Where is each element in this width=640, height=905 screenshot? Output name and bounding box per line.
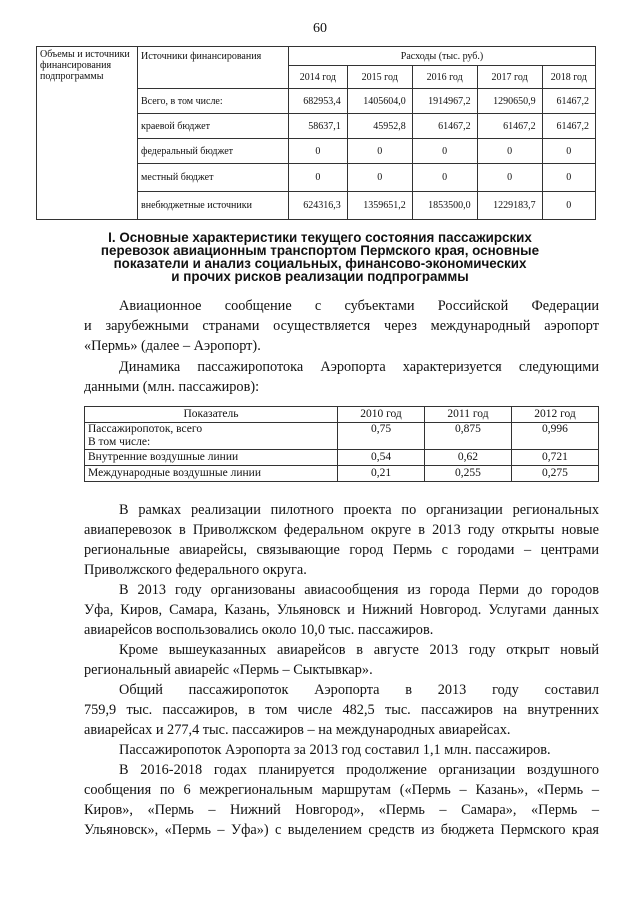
value-cell: 58637,1: [289, 114, 348, 139]
paragraph: [84, 740, 599, 760]
value-cell: 0: [542, 192, 595, 220]
text-line: авиаперевозок в Приволжском федеральном округе в 2013 году открыты новые: [84, 522, 599, 538]
indicator-cell: [85, 423, 338, 450]
value-cell: 61467,2: [542, 89, 595, 114]
text-line: Общий пассажиропоток Аэропорта в 2013 году составил: [119, 682, 599, 698]
paragraph: [84, 680, 599, 740]
source-cell: Всего, в том числе:: [138, 89, 289, 114]
indicator-header: Показатель: [85, 407, 338, 423]
paragraph: [84, 760, 599, 840]
value-cell: 1405604,0: [347, 89, 412, 114]
text-line: «Пермь» (далее – Аэропорт).: [84, 338, 261, 354]
year-header: 2015 год: [347, 66, 412, 89]
year-header: 2016 год: [412, 66, 477, 89]
value-cell: 0,875: [424, 423, 511, 450]
source-cell: местный бюджет: [138, 164, 289, 192]
value-cell: 45952,8: [347, 114, 412, 139]
year-header: 2014 год: [289, 66, 348, 89]
value-cell: 61467,2: [412, 114, 477, 139]
value-cell: 0,275: [511, 466, 598, 482]
source-cell: федеральный бюджет: [138, 139, 289, 164]
year-header: 2011 год: [424, 407, 511, 423]
value-cell: 61467,2: [477, 114, 542, 139]
value-cell: 0,75: [338, 423, 425, 450]
value-cell: 0: [289, 139, 348, 164]
value-cell: 0,721: [511, 450, 598, 466]
value-cell: 0: [542, 164, 595, 192]
text-line: Авиационное сообщение с субъектами Российской Федерации: [119, 298, 599, 314]
text-line: региональные авиарейсы, связывающие город Пермь с городами – центрами: [84, 542, 599, 558]
text-line: и зарубежными странами осуществляется через международный аэропорт: [84, 318, 599, 334]
value-cell: 682953,4: [289, 89, 348, 114]
year-header: 2012 год: [511, 407, 598, 423]
value-cell: 0,21: [338, 466, 425, 482]
text-line: Приволжского федерального округа.: [84, 562, 307, 578]
text-line: авиарейсов воспользовались около 10,0 тыс. пассажиров.: [84, 622, 434, 638]
text-line: авиарейсах и 277,4 тыс. пассажиров – на международных авиарейсах.: [84, 722, 511, 738]
heading-line: показатели и анализ социальных, финансово-экономических: [113, 256, 527, 271]
funding-table: [36, 46, 596, 220]
value-cell: 0: [477, 164, 542, 192]
value-cell: 0,996: [511, 423, 598, 450]
text-line: региональный авиарейс «Пермь – Сыктывкар».: [84, 662, 373, 678]
heading-line: и прочих рисков реализации подпрограммы: [171, 269, 469, 284]
value-cell: 624316,3: [289, 192, 348, 220]
text-line: В 2016-2018 годах планируется продолжение организации воздушного: [119, 762, 599, 778]
value-cell: 1914967,2: [412, 89, 477, 114]
indicator-cell: Международные воздушные линии: [85, 466, 338, 482]
year-header: 2018 год: [542, 66, 595, 89]
source-cell: краевой бюджет: [138, 114, 289, 139]
paragraph: [84, 580, 599, 640]
passenger-table: [84, 406, 599, 482]
paragraph: [84, 500, 599, 580]
spending-header: Расходы (тыс. руб.): [289, 47, 596, 66]
paragraph: [84, 296, 599, 356]
indicator-sublabel: В том числе:: [88, 436, 151, 448]
year-header: 2010 год: [338, 407, 425, 423]
year-header: 2017 год: [477, 66, 542, 89]
page-number: 60: [313, 21, 327, 36]
indicator-cell: Внутренние воздушные линии: [85, 450, 338, 466]
value-cell: 1290650,9: [477, 89, 542, 114]
value-cell: 0: [412, 164, 477, 192]
text-line: Киров», «Пермь – Нижний Новгород», «Пермь – Самара», «Пермь –: [84, 802, 599, 818]
source-cell: внебюджетные источники: [138, 192, 289, 220]
text-line: В рамках реализации пилотного проекта по организации региональных: [119, 502, 599, 518]
value-cell: 0,54: [338, 450, 425, 466]
value-cell: 1359651,2: [347, 192, 412, 220]
text-line: Пассажиропоток Аэропорта за 2013 год составил 1,1 млн. пассажиров.: [119, 742, 551, 758]
value-cell: 0,255: [424, 466, 511, 482]
table-row: [85, 450, 599, 466]
sources-header: Источники финансирования: [138, 47, 289, 89]
value-cell: 0: [477, 139, 542, 164]
value-cell: 1853500,0: [412, 192, 477, 220]
table-row: [85, 423, 599, 450]
value-cell: 1229183,7: [477, 192, 542, 220]
value-cell: 0,62: [424, 450, 511, 466]
heading-line: I. Основные характеристики текущего состояния пассажирских: [108, 230, 532, 245]
value-cell: 0: [542, 139, 595, 164]
text-line: Ульяновск», «Пермь – Уфа») с выделением средств из бюджета Пермского края: [84, 822, 599, 838]
text-line: В 2013 году организованы авиасообщения из города Перми до городов: [119, 582, 599, 598]
text-line: Динамика пассажиропотока Аэропорта характеризуется следующими: [119, 359, 599, 375]
text-line: данными (млн. пассажиров):: [84, 379, 260, 395]
text-line: сообщения по 6 межрегиональным маршрутам («Пермь – Казань», «Пермь –: [84, 782, 599, 798]
paragraph: [84, 357, 599, 397]
text-line: 759,9 тыс. пассажиров, в том числе 482,5 тыс. пассажиров на внутренних: [84, 702, 599, 718]
indicator-label: Пассажиропоток, всего: [88, 423, 203, 435]
table-row: [85, 466, 599, 482]
heading-line: перевозок авиационным транспортом Пермского края, основные: [100, 243, 540, 258]
funding-row-label: Объемы и источники финансирования подпрограммы: [37, 47, 138, 220]
value-cell: 0: [347, 139, 412, 164]
value-cell: 0: [412, 139, 477, 164]
paragraph: [84, 640, 599, 680]
value-cell: 61467,2: [542, 114, 595, 139]
value-cell: 0: [347, 164, 412, 192]
text-line: Уфа, Киров, Самара, Казань, Ульяновск и Нижний Новгород. Услугами данных: [84, 602, 599, 618]
text-line: Кроме вышеуказанных авиарейсов в августе 2013 году открыт новый: [119, 642, 599, 658]
section-heading: [60, 231, 580, 283]
value-cell: 0: [289, 164, 348, 192]
